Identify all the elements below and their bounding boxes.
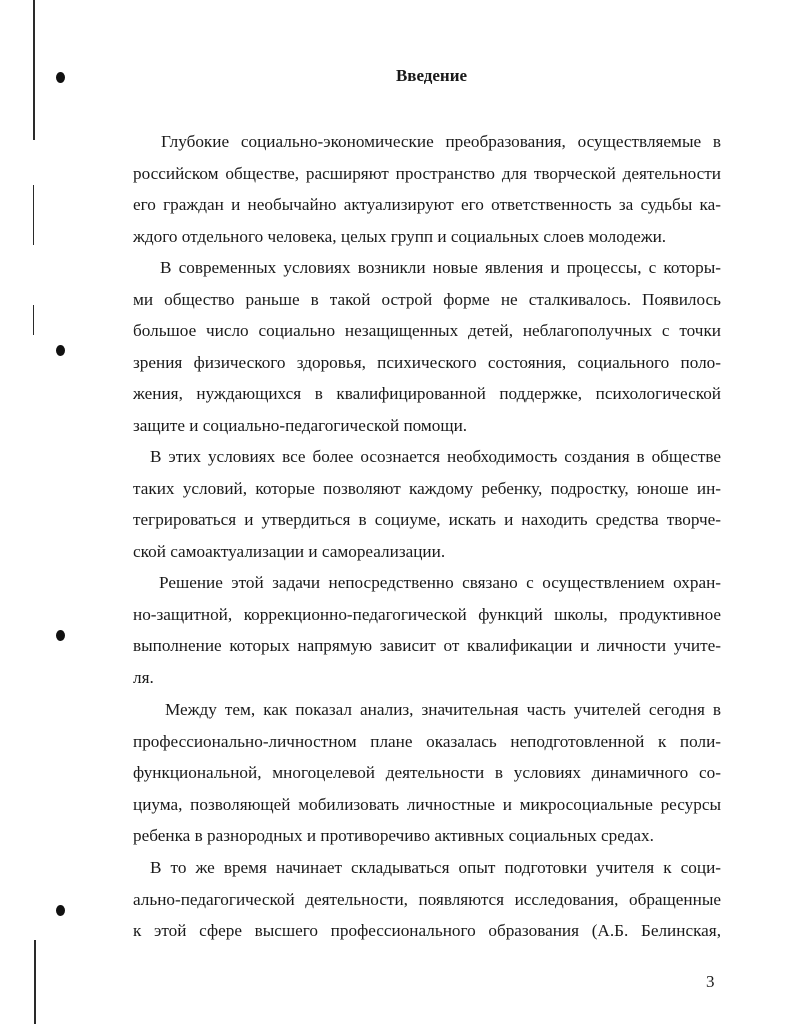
text-line: защите и социально-педагогической помощи. (133, 415, 468, 435)
text-line: ля. (133, 667, 154, 687)
paragraph-1 (133, 126, 721, 252)
text-line: профессионально-личностном плане оказалась неподготовленной к поли- (133, 731, 721, 751)
page-title: Введение (395, 66, 468, 85)
scan-edge-line (33, 185, 34, 245)
text-line: ской самоактуализации и самореализации. (133, 541, 446, 561)
text-line: циума, позволяющей мобилизовать личностные и микросоциальные ресурсы (133, 794, 721, 814)
paragraph-6 (133, 852, 721, 947)
text-line: к этой сфере высшего профессионального образования (А.Б. Белинская, (133, 921, 721, 941)
text-line: В этих условиях все более осознается необходимость создания в обществе (150, 447, 721, 466)
page-number: 3 (706, 972, 715, 991)
text-line: ми общество раньше в такой острой форме не сталкивалось. Появилось (133, 289, 721, 309)
text-line: Глубокие социально-экономические преобразования, осуществляемые в (161, 132, 721, 151)
text-line: ально-педагогической деятельности, появляются исследования, обращенные (133, 889, 721, 909)
text-line: жения, нуждающихся в квалифицированной поддержке, психологической (133, 384, 721, 404)
text-line: ждого отдельного человека, целых групп и социальных слоев молодежи. (133, 226, 667, 246)
text-line: функциональной, многоцелевой деятельности в условиях динамичного со- (133, 763, 721, 783)
text-line: В современных условиях возникли новые явления и процессы, с которы- (160, 258, 721, 277)
text-line: таких условий, которые позволяют каждому ребенку, подростку, юноше ин- (133, 478, 721, 498)
paragraph-3 (133, 441, 721, 567)
text-line: В то же время начинает складываться опыт подготовки учителя к соци- (150, 858, 721, 877)
text-line: Решение этой задачи непосредственно связано с осуществлением охран- (159, 573, 721, 592)
paragraph-4 (133, 567, 721, 693)
binder-hole-mark (56, 630, 65, 641)
binder-hole-mark (56, 905, 65, 916)
text-line: зрения физического здоровья, психического состояния, социального поло- (133, 352, 721, 372)
scan-edge-line (34, 940, 36, 1024)
text-line: Между тем, как показал анализ, значительная часть учителей сегодня в (165, 700, 721, 719)
paragraph-2 (133, 252, 721, 442)
text-line: выполнение которых напрямую зависит от квалификации и личности учите- (133, 636, 721, 656)
binder-hole-mark (56, 345, 65, 356)
scan-edge-line (33, 305, 34, 335)
text-line: но-защитной, коррекционно-педагогической функций школы, продуктивное (133, 604, 721, 624)
text-line: ребенка в разнородных и противоречиво активных социальных средах. (133, 826, 654, 846)
paragraph-5 (133, 694, 721, 852)
text-line: российском обществе, расширяют пространство для творческой деятельности (133, 163, 721, 183)
text-line: тегрироваться и утвердиться в социуме, искать и находить средства творче- (133, 510, 721, 530)
text-line: его граждан и необычайно актуализируют его ответственность за судьбы ка- (133, 195, 721, 215)
text-line: большое число социально незащищенных детей, неблагополучных с точки (133, 321, 721, 341)
